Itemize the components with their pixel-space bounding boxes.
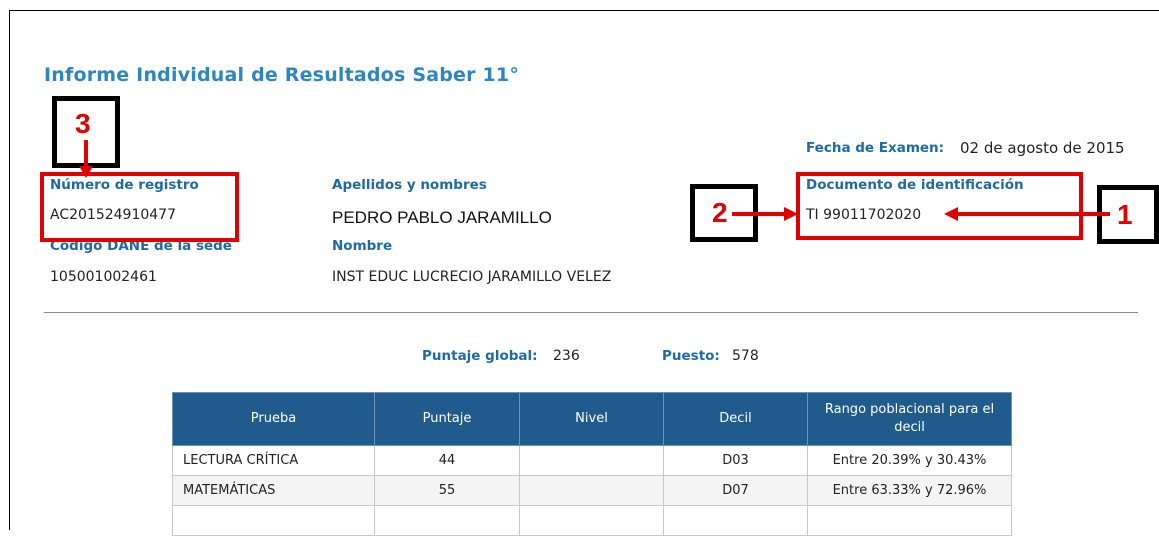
highlight-box-registro — [40, 172, 239, 242]
puntaje-global-value: 236 — [553, 348, 580, 364]
header-decil: Decil — [664, 393, 808, 446]
arrow-2-head — [784, 207, 798, 221]
section-divider — [44, 312, 1138, 313]
nombre-value: INST EDUC LUCRECIO JARAMILLO VELEZ — [332, 269, 612, 285]
arrow-1-head — [944, 207, 958, 221]
cell-puntaje: 44 — [375, 446, 520, 476]
table-header-row — [173, 393, 1012, 446]
arrow-3-head — [79, 166, 93, 178]
marker-number-2: 2 — [712, 197, 728, 228]
table-row — [173, 506, 1012, 536]
header-nivel: Nivel — [520, 393, 664, 446]
results-table — [172, 392, 1012, 536]
puesto-label: Puesto: — [662, 348, 720, 364]
apellidos-label: Apellidos y nombres — [332, 177, 487, 193]
exam-date-label: Fecha de Examen: — [806, 140, 945, 156]
dane-value: 105001002461 — [50, 269, 157, 285]
cell-puntaje — [375, 506, 520, 536]
puntaje-global-label: Puntaje global: — [422, 348, 538, 364]
cell-nivel — [520, 476, 664, 506]
cell-decil: D03 — [664, 446, 808, 476]
arrow-1-shaft — [958, 212, 1110, 216]
table-row — [173, 476, 1012, 506]
cell-prueba — [173, 506, 375, 536]
cell-prueba: MATEMÁTICAS — [173, 476, 375, 506]
registro-label: Número de registro — [50, 177, 199, 193]
cell-rango — [808, 506, 1012, 536]
cell-puntaje: 55 — [375, 476, 520, 506]
cell-nivel — [520, 506, 664, 536]
table-row — [173, 446, 1012, 476]
arrow-2-shaft — [732, 212, 786, 216]
nombre-label: Nombre — [332, 238, 393, 254]
cell-decil: D07 — [664, 476, 808, 506]
dane-label: Código DANE de la sede — [50, 238, 232, 254]
cell-rango: Entre 20.39% y 30.43% — [808, 446, 1012, 476]
exam-date-value: 02 de agosto de 2015 — [960, 139, 1125, 157]
cell-decil — [664, 506, 808, 536]
header-puntaje: Puntaje — [375, 393, 520, 446]
puesto-value: 578 — [732, 348, 759, 364]
documento-label: Documento de identificación — [806, 177, 1024, 193]
documento-value: TI 99011702020 — [806, 207, 922, 223]
cell-rango: Entre 63.33% y 72.96% — [808, 476, 1012, 506]
report-title: Informe Individual de Resultados Saber 11° — [44, 64, 520, 86]
header-rango: Rango poblacional para el decil — [808, 393, 1012, 446]
highlight-box-documento — [796, 172, 1083, 240]
marker-number-3: 3 — [75, 108, 91, 139]
marker-number-1: 1 — [1117, 199, 1133, 230]
cell-nivel — [520, 446, 664, 476]
header-prueba: Prueba — [173, 393, 375, 446]
registro-value: AC201524910477 — [50, 207, 176, 223]
apellidos-value: PEDRO PABLO JARAMILLO — [332, 208, 552, 227]
cell-prueba: LECTURA CRÍTICA — [173, 446, 375, 476]
